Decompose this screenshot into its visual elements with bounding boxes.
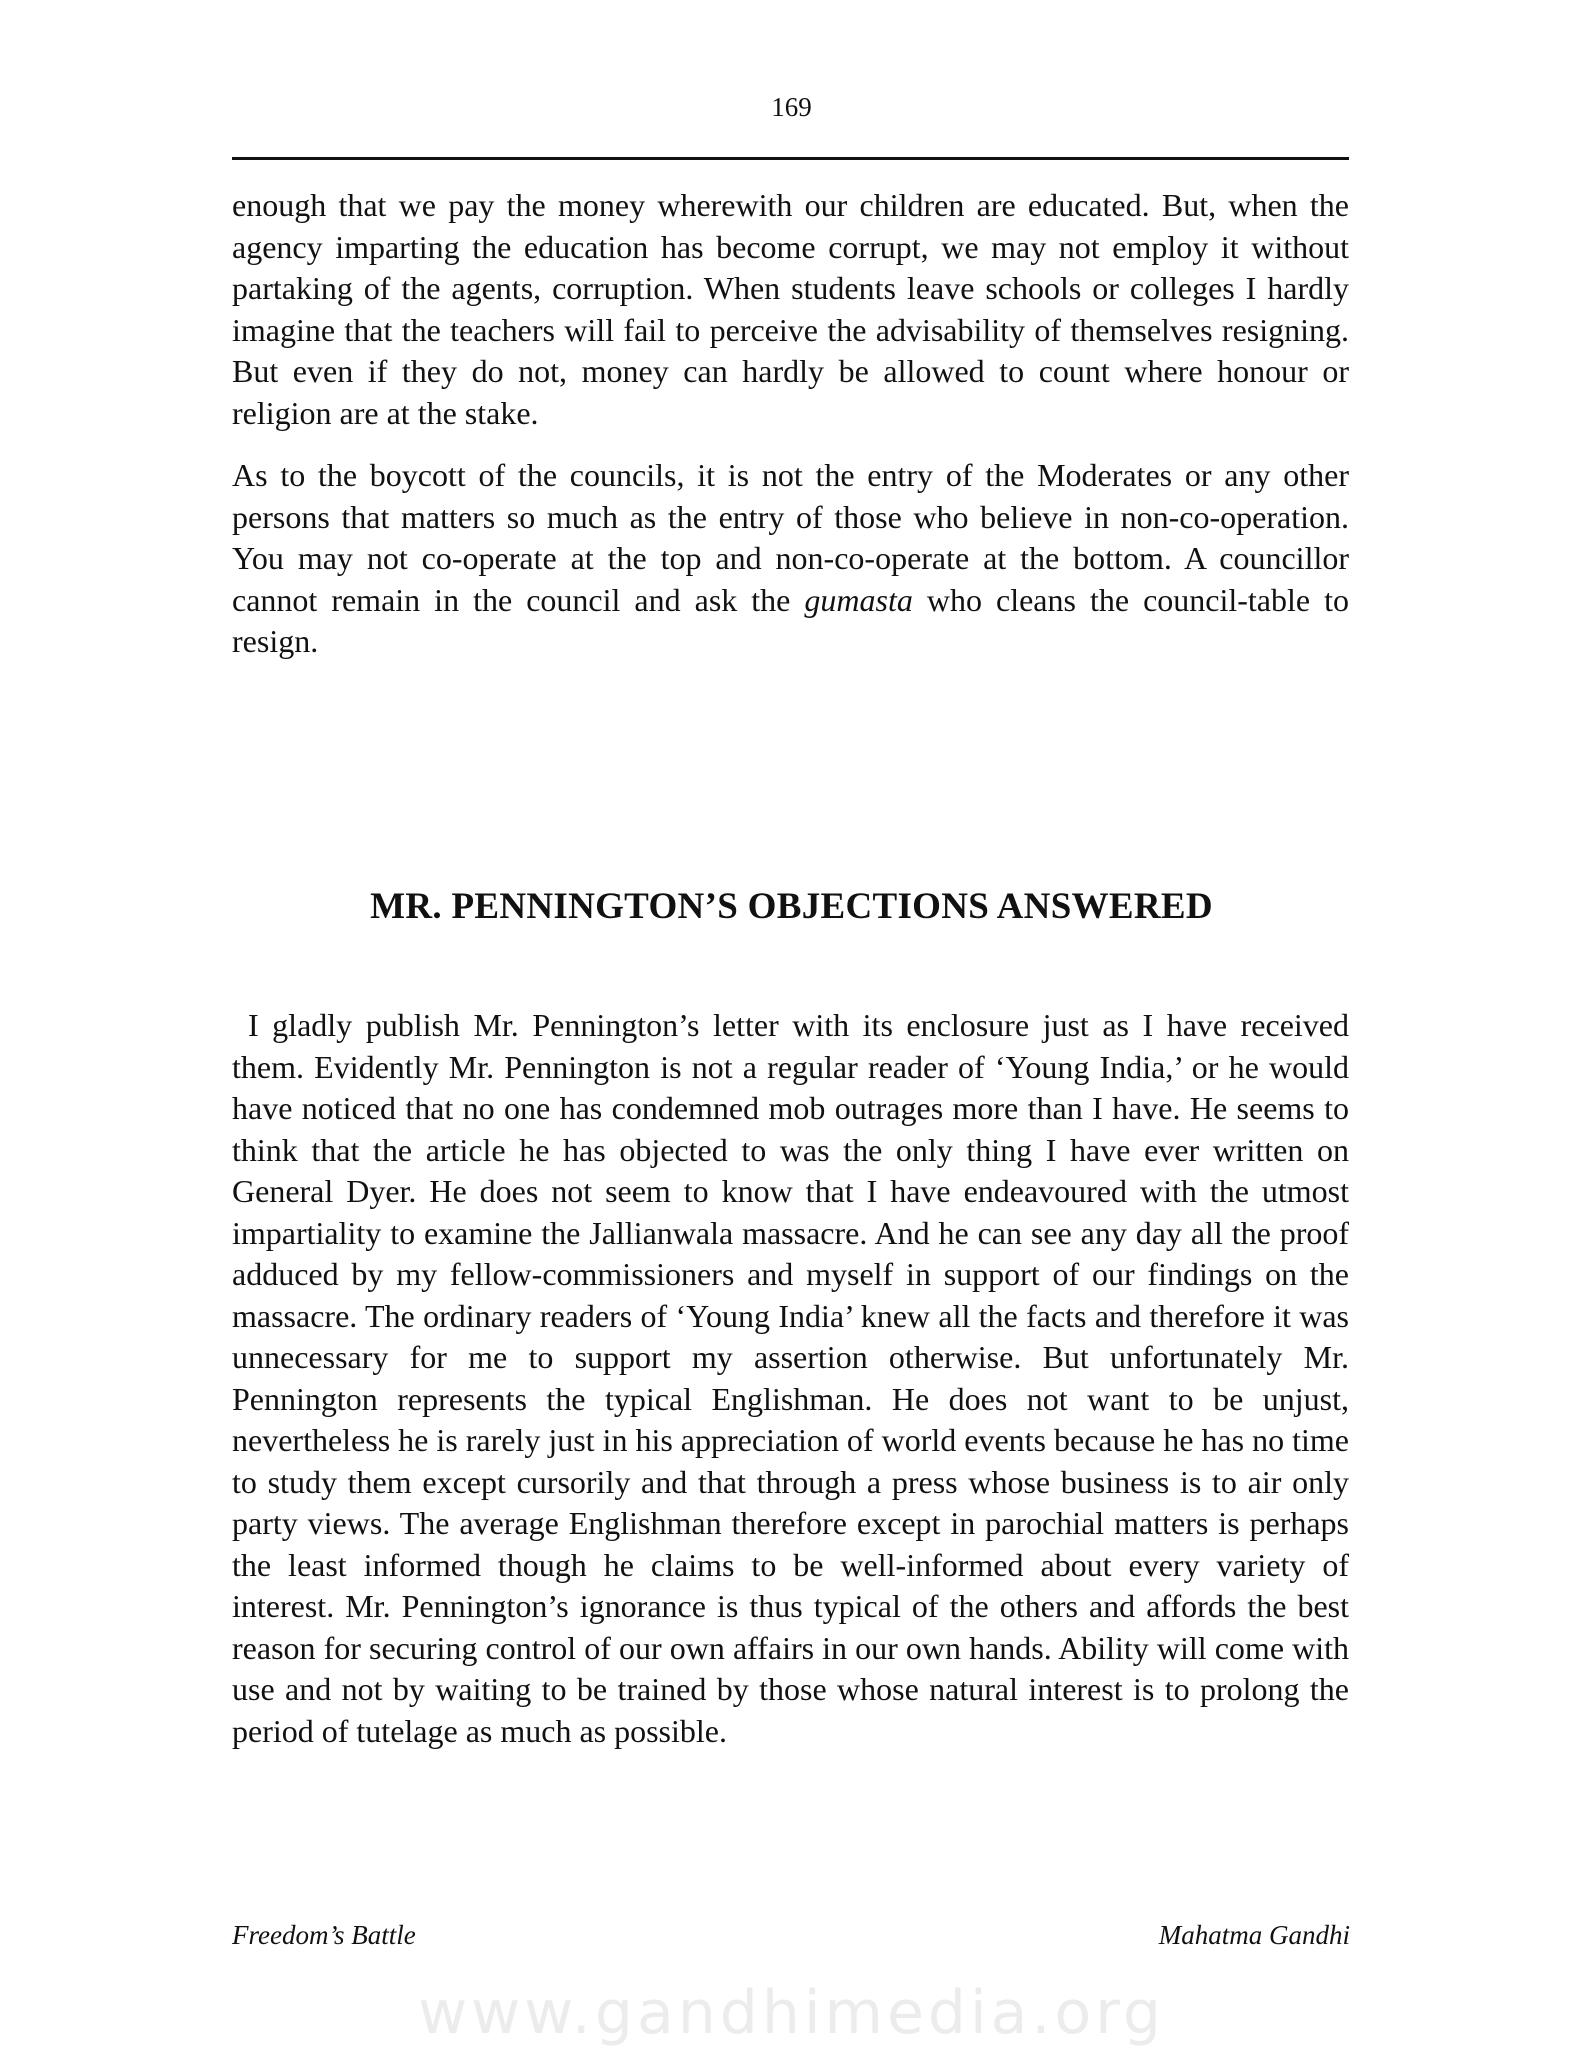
page-number: 169 — [771, 92, 812, 122]
watermark: www.gandhimedia.org — [418, 1978, 1165, 2048]
paragraph-councils-emphasis: gumasta — [804, 581, 913, 618]
section-heading: MR. PENNINGTON’S OBJECTIONS ANSWERED — [370, 886, 1213, 927]
paragraph-pennington: I gladly publish Mr. Pennington’s letter with its enclosure just as I have received them. Evidently Mr. Pennington is not a regular reader of ‘Young India,’ or he would have noticed that no one has condemned mob outrages more than I have. He seems to think that the article he has objected to was the only thing I have ever written on General Dyer. He does not seem to know that I have endeavoured with the utmost impartiality to examine the Jallianwala massacre. And he can see any day all the proof adduced by my fellow-commissioners and myself in support of our findings on the massacre. The ordinary readers of ‘Young India’ knew all the facts and therefore it was unnecessary for me to support my assertion otherwise. But unfortunately Mr. Pennington represents the typical Englishman. He does not want to be unjust, nevertheless he is rarely just in his appreciation of world events because he has no time to study them except cursorily and that through a press whose business is to air only party views. The average Englishman therefore except in parochial matters is perhaps the least informed though he claims to be well-informed about every variety of interest. Mr. Pennington’s ignorance is thus typical of the others and affords the best reason for securing control of our own affairs in our own hands. Ability will come with use and not by waiting to be trained by those whose natural interest is to prolong the period of tutelage as much as possible. — [232, 1007, 1349, 1749]
footer-author: Mahatma Gandhi — [1158, 1920, 1350, 1950]
paragraph-councils-text-start: As to the boycott of the councils, it is not the entry of the Moderates or any other persons that matters so much as the entry of those who believe in non-co-operation. You may not co-operate at the top and non-co-operate at the bottom. A councillor cannot remain in the council and ask the — [232, 457, 1349, 618]
header-rule — [232, 157, 1349, 160]
paragraph-councils-text-end: who cleans the council-table to resign. — [232, 581, 1349, 659]
footer-book-title: Freedom’s Battle — [232, 1920, 416, 1950]
paragraph-continued: enough that we pay the money wherewith our children are educated. But, when the agency imparting the education has become corrupt, we may not employ it without partaking of the agents, corruption. When students leave schools or colleges I hardly imagine that the teachers will fail to perceive the advisability of themselves resigning. But even if they do not, money can hardly be allowed to count where honour or religion are at the stake. — [232, 187, 1349, 431]
paragraph-councils — [232, 455, 1349, 663]
